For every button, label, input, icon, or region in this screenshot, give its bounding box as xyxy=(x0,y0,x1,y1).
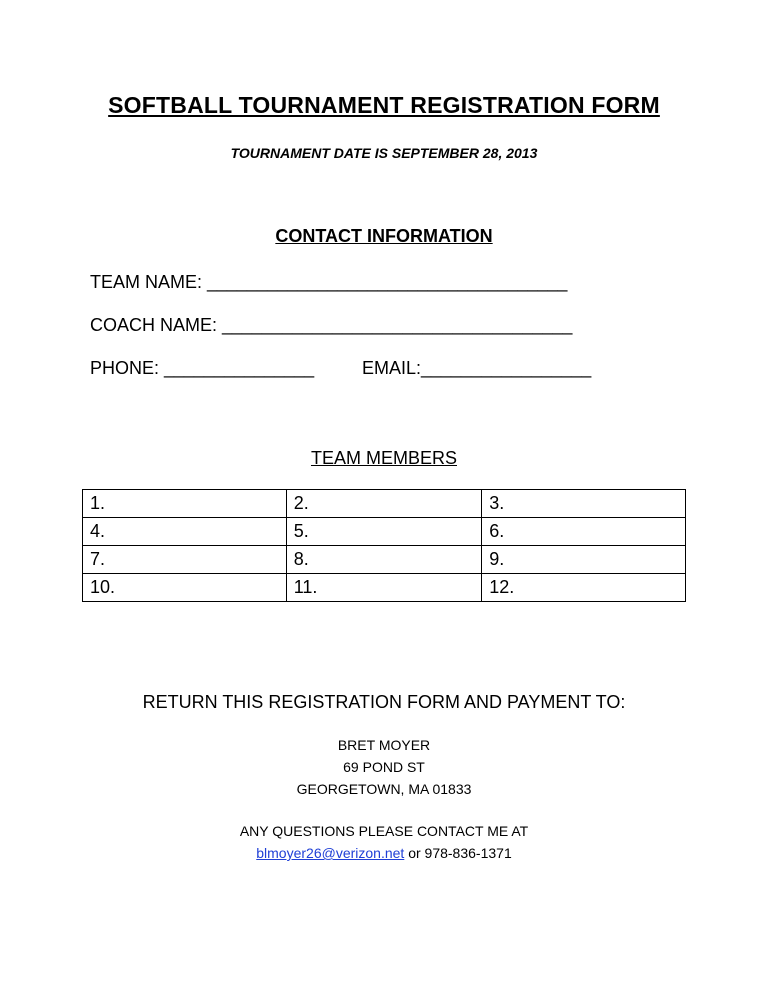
member-cell: 9. xyxy=(482,546,686,574)
table-row xyxy=(83,574,686,602)
member-cell: 1. xyxy=(83,490,287,518)
table-row xyxy=(83,490,686,518)
recipient-street: 69 POND ST xyxy=(343,759,425,775)
table-row xyxy=(83,546,686,574)
member-cell: 6. xyxy=(482,518,686,546)
member-cell: 2. xyxy=(286,490,481,518)
recipient-city: GEORGETOWN, MA 01833 xyxy=(296,781,472,797)
member-cell: 7. xyxy=(83,546,287,574)
contact-phone: or 978-836-1371 xyxy=(404,845,512,861)
member-cell: 12. xyxy=(482,574,686,602)
member-cell: 5. xyxy=(286,518,481,546)
return-instructions: RETURN THIS REGISTRATION FORM AND PAYMENT TO: xyxy=(142,692,626,712)
email-link[interactable]: blmoyer26@verizon.net xyxy=(256,845,405,861)
table-row xyxy=(83,518,686,546)
questions-line: ANY QUESTIONS PLEASE CONTACT ME AT xyxy=(239,823,529,839)
phone-field: PHONE: _______________ xyxy=(90,358,315,378)
form-title: SOFTBALL TOURNAMENT REGISTRATION FORM xyxy=(108,92,660,118)
recipient-name: BRET MOYER xyxy=(337,737,431,753)
team-members-table xyxy=(82,489,686,602)
contact-line xyxy=(0,845,768,861)
team-name-field: TEAM NAME: ____________________________________ xyxy=(90,272,568,292)
member-cell: 11. xyxy=(286,574,481,602)
team-members-heading: TEAM MEMBERS xyxy=(310,448,457,468)
tournament-date: TOURNAMENT DATE IS SEPTEMBER 28, 2013 xyxy=(230,145,538,161)
email-field: EMAIL:_________________ xyxy=(362,358,592,378)
coach-name-field: COACH NAME: ___________________________________ xyxy=(90,315,573,335)
contact-heading: CONTACT INFORMATION xyxy=(275,226,493,246)
member-cell: 8. xyxy=(286,546,481,574)
member-cell: 4. xyxy=(83,518,287,546)
member-cell: 3. xyxy=(482,490,686,518)
member-cell: 10. xyxy=(83,574,287,602)
